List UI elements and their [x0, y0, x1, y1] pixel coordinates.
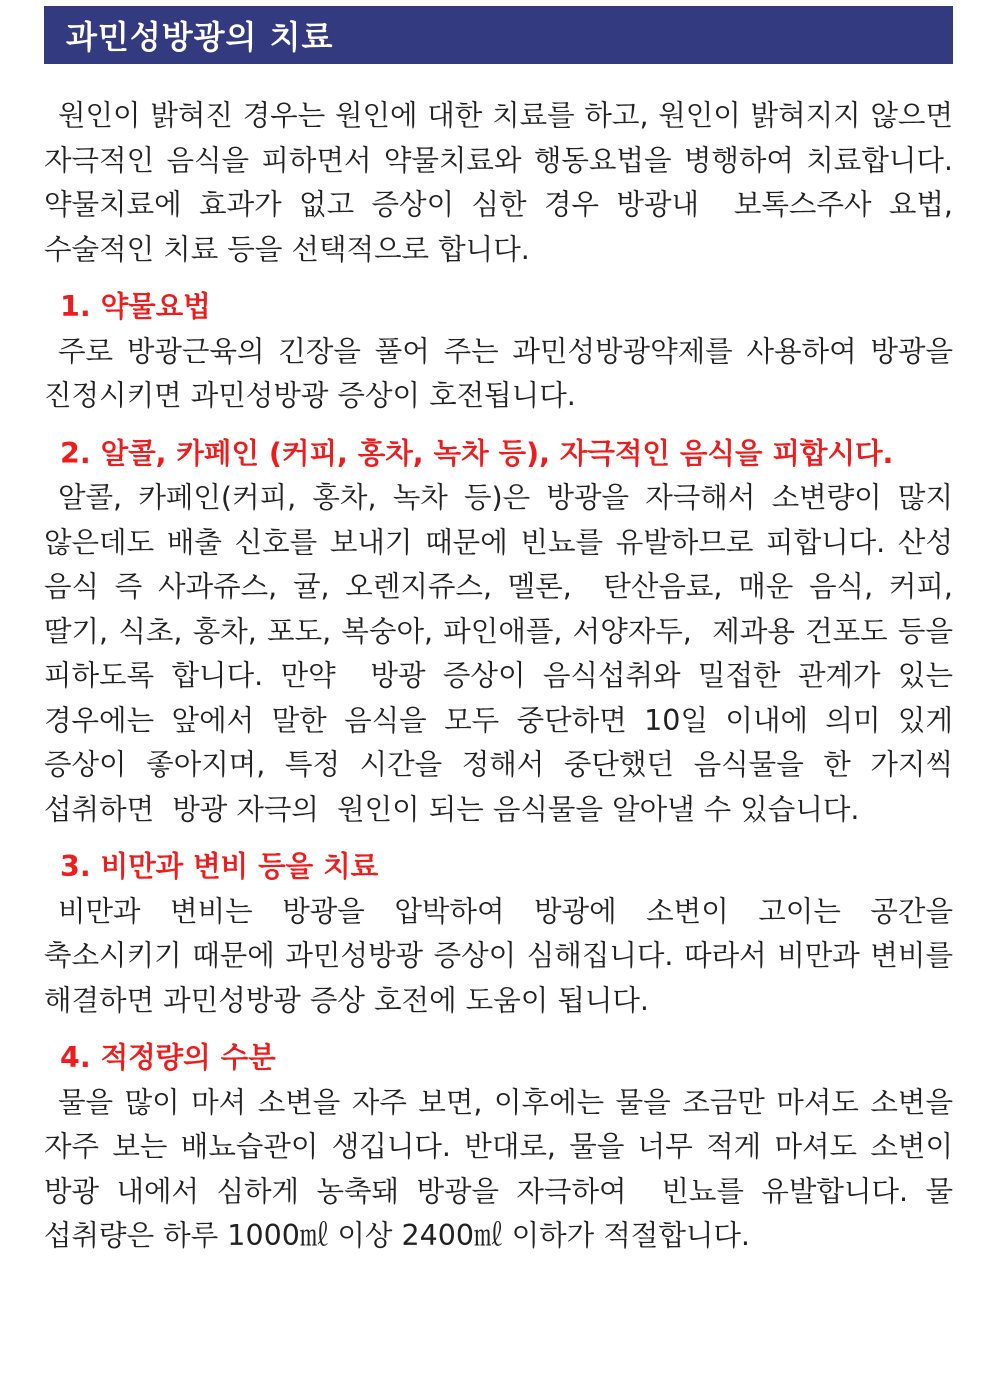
section-body-medication: 주로 방광근육의 긴장을 풀어 주는 과민성방광약제를 사용하여 방광을 진정시키면 과민성방광 증상이 호전됩니다.: [44, 334, 963, 412]
section-title-avoid-irritants: 2. 알콜, 카페인 (커피, 홍차, 녹차 등), 자극적인 음식을 피합시다.: [60, 436, 894, 470]
section-body-water-intake: 물을 많이 마셔 소변을 자주 보면, 이후에는 물을 조금만 마셔도 소변을 자주 보는 배뇨습관이 생깁니다. 반대로, 물을 너무 적게 마셔도 소변이 방광 내에서 심하게 농축돼 방광을 자극하여 빈뇨를 유발합니다. 물 섭취량은 하루 1000㎖ 이상 2400㎖ 이하가 적절합니다.: [44, 1085, 963, 1252]
section-title-medication: 1. 약물요법: [60, 290, 211, 323]
document-body: [44, 94, 972, 1259]
section-body-obesity-constipation: 비만과 변비는 방광을 압박하여 방광에 소변이 고이는 공간을 축소시키기 때문에 과민성방광 증상이 심해집니다. 따라서 비만과 변비를 해결하면 과민성방광 증상 호전에 도움이 됩니다.: [44, 894, 963, 1017]
section-title-water-intake: 4. 적정량의 수분: [60, 1041, 276, 1074]
page-title: 과민성방광의 치료: [66, 18, 334, 56]
section-title-obesity-constipation: 3. 비만과 변비 등을 치료: [60, 850, 379, 883]
header-bar: [44, 6, 953, 64]
intro-paragraph: 원인이 밝혀진 경우는 원인에 대한 치료를 하고, 원인이 밝혀지지 않으면 자극적인 음식을 피하면서 약물치료와 행동요법을 병행하여 치료합니다. 약물치료에 효과가 없고 증상이 심한 경우 방광내 보톡스주사 요법, 수술적인 치료 등을 선택적으로 합니다.: [44, 99, 963, 266]
section-body-avoid-irritants: 알콜, 카페인(커피, 홍차, 녹차 등)은 방광을 자극해서 소변량이 많지 않은데도 배출 신호를 보내기 때문에 빈뇨를 유발하므로 피합니다. 산성 음식 즉 사과쥬스, 귤, 오렌지쥬스, 멜론, 탄산음료, 매운 음식, 커피, 딸기, 식초, 홍차, 포도, 복숭아, 파인애플, 서양자두, 제과용 건포도 등을 피하도록 합니다. 만약 방광 증상이 음식섭취와 밀접한 관계가 있는 경우에는 앞에서 말한 음식을 모두 중단하면 10일 이내에 의미 있게 증상이 좋아지며, 특정 시간을 정해서 중단했던 음식물을 한 가지씩 섭취하면 방광 자극의 원인이 되는 음식물을 알아낼 수 있습니다.: [44, 481, 972, 826]
